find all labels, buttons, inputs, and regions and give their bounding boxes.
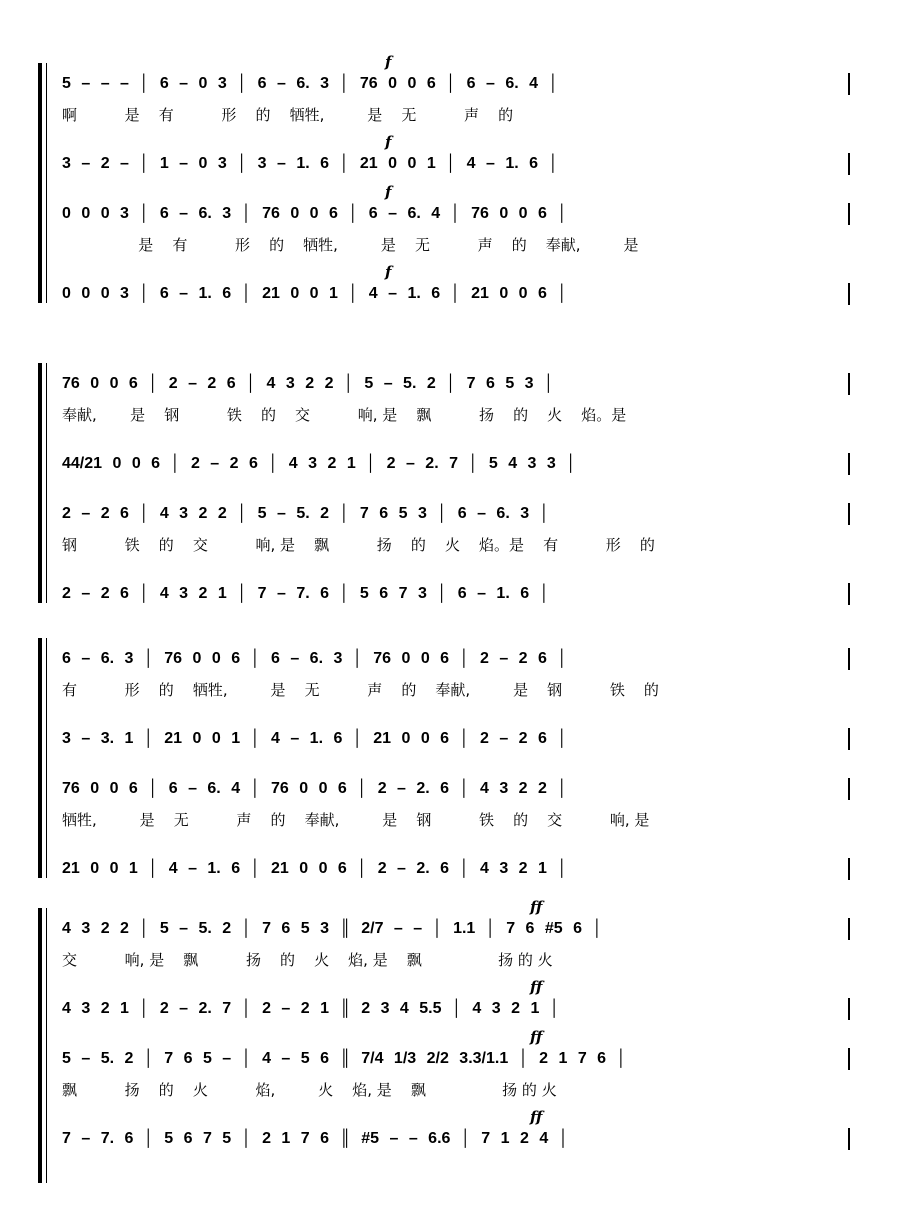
lyrics-line	[62, 235, 862, 257]
jianpu-notes: 2 – 2 6 │ 4 3 2 1 │ 7 – 7. 6 │ 5 6 7 3 │ 6 – 1. 6 │	[62, 585, 550, 602]
dynamic-marking: f	[385, 183, 392, 201]
lyrics-text: 有 形 的 牺牲, 是 无 声 的 奉献, 是 钢 铁 的	[62, 681, 659, 699]
dynamic-marking: ff	[530, 978, 543, 996]
bar-line	[848, 283, 850, 305]
jianpu-notes: 4 3 2 2 │ 5 – 5. 2 │ 7 6 5 3 ║ 2/7 – – │ 1.1 │ 7 6 #5 6 │	[62, 920, 603, 937]
system-bracket	[38, 63, 42, 303]
jianpu-notes: 2 – 2 6 │ 4 3 2 2 │ 5 – 5. 2 │ 7 6 5 3 │ 6 – 6. 3 │	[62, 505, 550, 522]
jianpu-notes: 5 – – – │ 6 – 0 3 │ 6 – 6. 3 │ 76 0 0 6 │ 6 – 6. 4 │	[62, 75, 559, 92]
jianpu-notes: 3 – 3. 1 │ 21 0 0 1 │ 4 – 1. 6 │ 21 0 0 6 │ 2 – 2 6 │	[62, 730, 568, 747]
lyrics-text: 奉献, 是 钢 铁 的 交 响, 是 飘 扬 的 火 焰。是	[62, 406, 627, 424]
bar-line	[848, 918, 850, 940]
bar-line	[848, 203, 850, 225]
dynamic-marking: ff	[530, 898, 543, 916]
lyrics-text: 交 响, 是 飘 扬 的 火 焰, 是 飘 扬 的 火	[62, 951, 553, 969]
bar-line	[848, 583, 850, 605]
bar-line	[848, 728, 850, 750]
notation-line	[62, 203, 862, 227]
notation-line	[62, 283, 862, 307]
notation-line	[62, 728, 862, 752]
bar-line	[848, 373, 850, 395]
bar-line	[848, 153, 850, 175]
lyrics-text: 啊 是 有 形 的 牺牲, 是 无 声 的	[62, 106, 514, 124]
lyrics-text: 钢 铁 的 交 响, 是 飘 扬 的 火 焰。是 有 形 的	[62, 536, 655, 554]
jianpu-notes: 6 – 6. 3 │ 76 0 0 6 │ 6 – 6. 3 │ 76 0 0 6 │ 2 – 2 6 │	[62, 650, 568, 667]
score-system	[0, 355, 897, 615]
notation-line	[62, 918, 862, 942]
lyrics-text: 飘 扬 的 火 焰, 火 焰, 是 飘 扬 的 火	[62, 1081, 557, 1099]
score-system	[0, 900, 897, 1160]
score-system	[0, 55, 897, 315]
dynamic-marking: f	[385, 133, 392, 151]
jianpu-notes: 7 – 7. 6 │ 5 6 7 5 │ 2 1 7 6 ║ #5 – – 6.6 │ 7 1 2 4 │	[62, 1130, 569, 1147]
dynamic-marking: f	[385, 263, 392, 281]
notation-line	[62, 153, 862, 177]
jianpu-notes: 4 3 2 1 │ 2 – 2. 7 │ 2 – 2 1 ║ 2 3 4 5.5 │ 4 3 2 1 │	[62, 1000, 560, 1017]
lyrics-text: 是 有 形 的 牺牲, 是 无 声 的 奉献, 是	[62, 236, 639, 254]
jianpu-notes: 44/21 0 0 6 │ 2 – 2 6 │ 4 3 2 1 │ 2 – 2. 7 │ 5 4 3 3 │	[62, 455, 577, 472]
bar-line	[848, 503, 850, 525]
bar-line	[848, 858, 850, 880]
jianpu-notes: 76 0 0 6 │ 6 – 6. 4 │ 76 0 0 6 │ 2 – 2. 6 │ 4 3 2 2 │	[62, 780, 568, 797]
score-system	[0, 630, 897, 890]
bar-line	[848, 73, 850, 95]
notation-line	[62, 373, 862, 397]
notation-line	[62, 583, 862, 607]
notation-line	[62, 1128, 862, 1152]
notation-line	[62, 1048, 862, 1072]
notation-line	[62, 778, 862, 802]
jianpu-notes: 21 0 0 1 │ 4 – 1. 6 │ 21 0 0 6 │ 2 – 2. 6 │ 4 3 2 1 │	[62, 860, 568, 877]
bar-line	[848, 1048, 850, 1070]
notation-line	[62, 453, 862, 477]
jianpu-notes: 0 0 0 3 │ 6 – 1. 6 │ 21 0 0 1 │ 4 – 1. 6 │ 21 0 0 6 │	[62, 285, 568, 302]
jianpu-notes: 76 0 0 6 │ 2 – 2 6 │ 4 3 2 2 │ 5 – 5. 2 │ 7 6 5 3 │	[62, 375, 554, 392]
bar-line	[848, 453, 850, 475]
dynamic-marking: ff	[530, 1028, 543, 1046]
notation-line	[62, 998, 862, 1022]
lyrics-line	[62, 535, 862, 557]
dynamic-marking: f	[385, 53, 392, 71]
jianpu-notes: 0 0 0 3 │ 6 – 6. 3 │ 76 0 0 6 │ 6 – 6. 4 │ 76 0 0 6 │	[62, 205, 568, 222]
lyrics-line	[62, 105, 862, 127]
system-bracket	[38, 363, 42, 603]
jianpu-notes: 5 – 5. 2 │ 7 6 5 – │ 4 – 5 6 ║ 7/4 1/3 2/2 3.3/1.1 │ 2 1 7 6 │	[62, 1050, 627, 1067]
bar-line	[848, 1128, 850, 1150]
lyrics-line	[62, 810, 862, 832]
lyrics-line	[62, 1080, 862, 1102]
jianpu-notes: 3 – 2 – │ 1 – 0 3 │ 3 – 1. 6 │ 21 0 0 1 │ 4 – 1. 6 │	[62, 155, 559, 172]
notation-line	[62, 503, 862, 527]
notation-line	[62, 858, 862, 882]
dynamic-marking: ff	[530, 1108, 543, 1126]
system-bracket	[38, 908, 42, 1183]
system-bracket	[38, 638, 42, 878]
notation-line	[62, 648, 862, 672]
bar-line	[848, 778, 850, 800]
lyrics-line	[62, 405, 862, 427]
lyrics-line	[62, 950, 862, 972]
lyrics-line	[62, 680, 862, 702]
notation-line	[62, 73, 862, 97]
lyrics-text: 牺牲, 是 无 声 的 奉献, 是 钢 铁 的 交 响, 是	[62, 811, 650, 829]
bar-line	[848, 998, 850, 1020]
bar-line	[848, 648, 850, 670]
